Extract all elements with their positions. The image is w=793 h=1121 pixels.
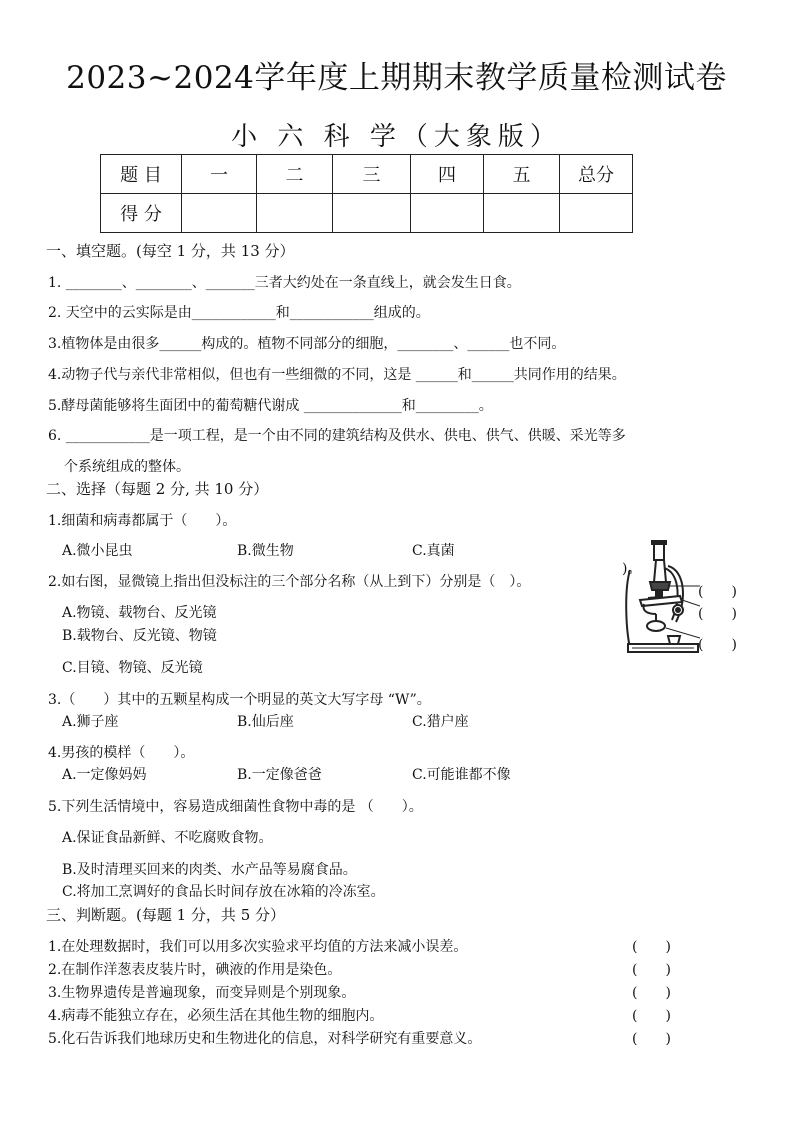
judge-item: 4.病毒不能独立存在，必须生活在其他生物的细胞内。 <box>48 1008 384 1024</box>
microscope-label-blank-1[interactable]: ( ) <box>698 584 737 600</box>
choice-question-5: 5.下列生活情境中，容易造成细菌性食物中毒的是 （ ）。 <box>48 799 423 815</box>
section1-heading: 一、填空题。(每空 1 分，共 13 分） <box>46 242 295 260</box>
judge-answer-blank[interactable]: ( ) <box>632 1008 671 1024</box>
choice-1-option-c[interactable]: C.真菌 <box>412 543 455 559</box>
header-cell: 一 <box>182 155 257 194</box>
choice-4-option-a[interactable]: A.一定像妈妈 <box>62 767 147 783</box>
header-cell: 题 目 <box>101 155 182 194</box>
header-cell: 三 <box>333 155 411 194</box>
judge-item: 2.在制作洋葱表皮装片时，碘液的作用是染色。 <box>48 962 342 978</box>
exam-subtitle: 小 六 科 学（大象版） <box>231 122 562 152</box>
choice-5-option-c[interactable]: C.将加工烹调好的食品长时间存放在冰箱的冷冻室。 <box>62 884 385 900</box>
fill-question-2: 2. 天空中的云实际是由____________和____________组成的。 <box>48 305 430 321</box>
choice-question-1: 1.细菌和病毒都属于（ ）。 <box>48 513 237 529</box>
score-table-score-row <box>101 194 633 233</box>
microscope-label-blank-2[interactable]: ( ) <box>698 606 737 622</box>
choice-question-2: 2.如右图，显微镜上指出但没标注的三个部分名称（从上到下）分别是（ ）。 <box>48 574 531 590</box>
judge-answer-blank[interactable]: ( ) <box>632 962 671 978</box>
section3-heading: 三、判断题。(每题 1 分，共 5 分） <box>46 906 286 924</box>
exam-title: 2023~2024学年度上期期末教学质量检测试卷 <box>66 60 727 96</box>
choice-2-option-b[interactable]: B.载物台、反光镜、物镜 <box>62 628 217 644</box>
fill-question-6-cont: 个系统组成的整体。 <box>64 459 190 475</box>
score-cell[interactable] <box>333 194 411 233</box>
judge-answer-blank[interactable]: ( ) <box>632 1031 671 1047</box>
header-cell: 总分 <box>560 155 633 194</box>
score-cell[interactable] <box>257 194 333 233</box>
choice-5-option-b[interactable]: B.及时清理买回来的肉类、水产品等易腐食品。 <box>62 862 357 878</box>
judge-item: 5.化石告诉我们地球历史和生物进化的信息，对科学研究有重要意义。 <box>48 1031 482 1047</box>
fill-question-4: 4.动物子代与亲代非常相似，但也有一些细微的不同，这是 ______和______共同作用的结果。 <box>48 367 626 383</box>
fill-question-6: 6. ____________是一项工程，是一个由不同的建筑结构及供水、供电、供气、供暖、采光等多 <box>48 428 626 444</box>
choice-4-option-b[interactable]: B.一定像爸爸 <box>237 767 322 783</box>
section2-heading: 二、选择（每题 2 分, 共 10 分） <box>46 480 269 498</box>
header-cell: 五 <box>484 155 560 194</box>
choice-question-4: 4.男孩的模样（ ）。 <box>48 745 195 761</box>
choice-3-option-b[interactable]: B.仙后座 <box>237 714 294 730</box>
choice-5-option-a[interactable]: A.保证食品新鲜、不吃腐败食物。 <box>62 830 273 846</box>
judge-item: 1.在处理数据时，我们可以用多次实验求平均值的方法来减小误差。 <box>48 939 468 955</box>
choice-3-option-c[interactable]: C.猎户座 <box>412 714 469 730</box>
choice-1-option-b[interactable]: B.微生物 <box>237 543 294 559</box>
stray-bracket-text: )。 <box>622 561 642 577</box>
score-cell[interactable] <box>484 194 560 233</box>
fill-question-3: 3.植物体是由很多______构成的。植物不同部分的细胞，________、______也不同。 <box>48 336 566 352</box>
score-table-header-row <box>101 155 633 194</box>
judge-answer-blank[interactable]: ( ) <box>632 939 671 955</box>
judge-answer-blank[interactable]: ( ) <box>632 985 671 1001</box>
choice-2-option-c[interactable]: C.目镜、物镜、反光镜 <box>62 660 203 676</box>
row-label-cell: 得 分 <box>101 194 182 233</box>
score-table <box>100 154 633 233</box>
judge-item: 3.生物界遗传是普遍现象，而变异则是个别现象。 <box>48 985 356 1001</box>
choice-question-3: 3.（ ）其中的五颗星构成一个明显的英文大写字母 “W”。 <box>48 692 431 708</box>
microscope-icon <box>620 540 700 655</box>
header-cell: 二 <box>257 155 333 194</box>
header-cell: 四 <box>411 155 484 194</box>
fill-question-5: 5.酵母菌能够将生面团中的葡萄糖代谢成 ______________和_________。 <box>48 398 493 414</box>
score-cell[interactable] <box>182 194 257 233</box>
microscope-label-blank-3[interactable]: ( ) <box>698 637 737 653</box>
score-cell[interactable] <box>411 194 484 233</box>
choice-3-option-a[interactable]: A.狮子座 <box>62 714 119 730</box>
score-cell[interactable] <box>560 194 633 233</box>
choice-1-option-a[interactable]: A.微小昆虫 <box>62 543 133 559</box>
choice-2-option-a[interactable]: A.物镜、载物台、反光镜 <box>62 605 217 621</box>
choice-4-option-c[interactable]: C.可能谁都不像 <box>412 767 511 783</box>
fill-question-1: 1. ________、________、_______三者大约处在一条直线上，就会发生日食。 <box>48 275 521 291</box>
